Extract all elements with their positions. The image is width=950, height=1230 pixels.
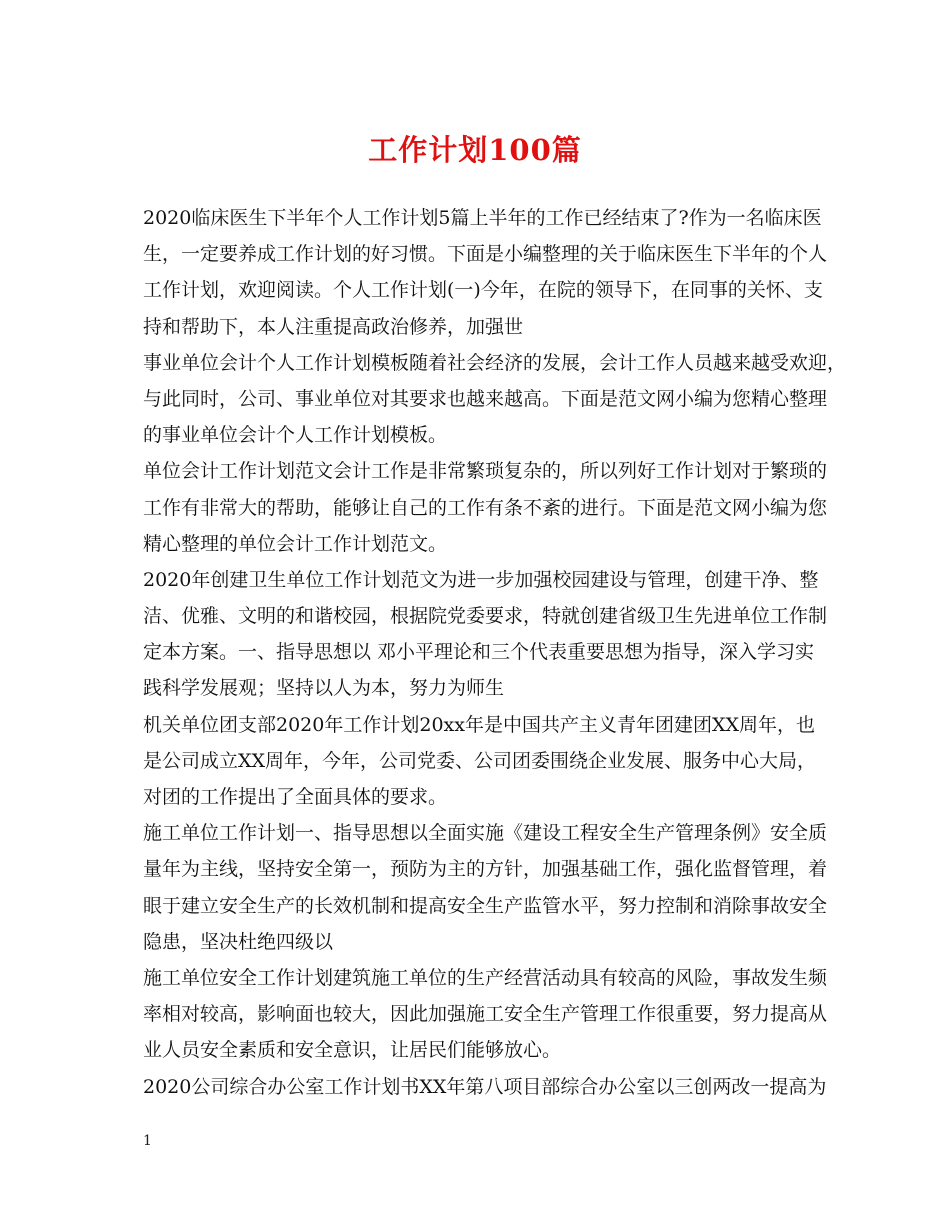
body-text-line: 隐患，坚决杜绝四级以 — [143, 930, 334, 953]
body-text-line: 定本方案。一、指导思想以 邓小平理论和三个代表重要思想为指导，深入学习实 — [143, 641, 815, 664]
body-text-line: 率相对较高，影响面也较大，因此加强施工安全生产管理工作很重要，努力提高从 — [143, 1003, 828, 1026]
body-text-line: 量年为主线，坚持安全第一，预防为主的方针，加强基础工作，强化监督管理，着 — [143, 858, 828, 881]
body-text-line: 2020年创建卫生单位工作计划范文为进一步加强校园建设与管理，创建干净、整 — [143, 568, 819, 591]
body-text-line: 工作有非常大的帮助，能够让自己的工作有条不紊的进行。下面是范文网小编为您 — [143, 496, 828, 519]
document-title: 工作计划100篇 — [368, 133, 582, 167]
body-text-line: 事业单位会计个人工作计划模板随着社会经济的发展，会计工作人员越来越受欢迎， — [143, 351, 847, 374]
body-text-line: 业人员安全素质和安全意识，让居民们能够放心。 — [143, 1039, 562, 1062]
body-text-line: 2020临床医生下半年个人工作计划5篇上半年的工作已经结束了?作为一名临床医 — [143, 207, 822, 229]
body-text-line: 眼于建立安全生产的长效机制和提高安全生产监管水平，努力控制和消除事故安全 — [143, 894, 828, 917]
body-text-line: 精心整理的单位会计工作计划范文。 — [143, 532, 448, 555]
body-text-line: 施工单位安全工作计划建筑施工单位的生产经营活动具有较高的风险，事故发生频 — [143, 966, 828, 989]
page-number: 1 — [143, 1133, 152, 1149]
body-text-line: 单位会计工作计划范文会计工作是非常繁琐复杂的，所以列好工作计划对于繁琐的 — [143, 460, 828, 483]
body-text-line: 的事业单位会计个人工作计划模板。 — [143, 424, 448, 447]
body-text-line: 与此同时，公司、事业单位对其要求也越来越高。下面是范文网小编为您精心整理 — [143, 387, 828, 410]
body-text-line: 施工单位工作计划一、指导思想以全面实施《建设工程安全生产管理条例》安全质 — [143, 822, 828, 845]
document-body — [143, 200, 847, 1105]
body-text-line: 工作计划，欢迎阅读。个人工作计划(一)今年，在院的领导下，在同事的关怀、支 — [143, 279, 823, 302]
body-text-line: 践科学发展观；坚持以人为本，努力为师生 — [143, 677, 505, 700]
body-text-line: 2020公司综合办公室工作计划书XX年第八项目部综合办公室以三创两改一提高为 — [143, 1075, 827, 1098]
body-text-line: 洁、优雅、文明的和谐校园，根据院党委要求，特就创建省级卫生先进单位工作制 — [143, 605, 828, 628]
body-text-line: 生，一定要养成工作计划的好习惯。下面是小编整理的关于临床医生下半年的个人 — [143, 243, 828, 266]
body-text-line: 机关单位团支部2020年工作计划20xx年是中国共产主义青年团建团XX周年，也 — [143, 713, 816, 736]
body-text-line: 持和帮助下，本人注重提高政治修养，加强世 — [143, 315, 524, 338]
body-text-line: 是公司成立XX周年，今年，公司党委、公司团委围绕企业发展、服务中心大局， — [143, 749, 817, 772]
body-text-line: 对团的工作提出了全面具体的要求。 — [143, 786, 448, 808]
